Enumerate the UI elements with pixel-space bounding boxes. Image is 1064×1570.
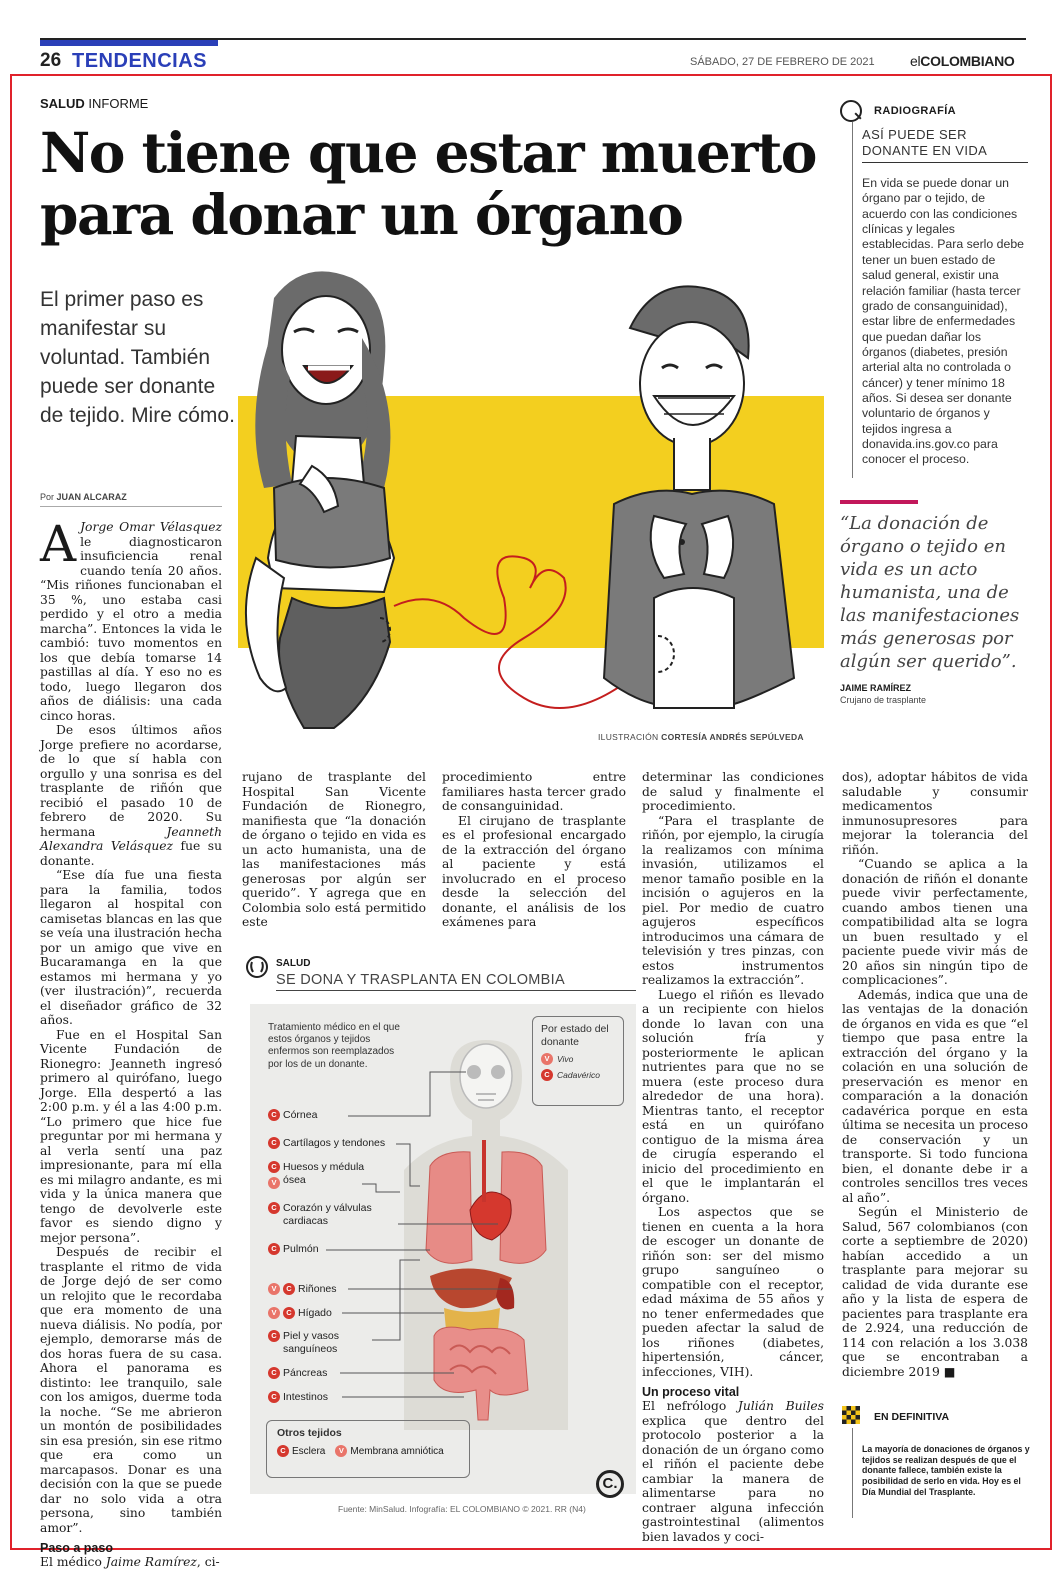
endef-label: EN DEFINITIVA	[874, 1411, 950, 1423]
section-name[interactable]: TENDENCIAS	[72, 50, 208, 72]
body-column-5	[842, 770, 1028, 1379]
legend-cadaverico: C Cadavérico	[541, 1069, 615, 1081]
page-number: 26	[40, 50, 62, 71]
tissue-membrana: V Membrana amniótica	[335, 1445, 443, 1457]
organ-piel: C Piel y vasos sanguíneos	[268, 1330, 368, 1355]
sidebar-rule	[852, 122, 853, 478]
cadaverico-dot-icon: C	[541, 1069, 553, 1081]
body-column-2	[242, 770, 426, 930]
paragraph: De esos últimos años Jorge prefiere no acordarse, de lo que sí habla con orgullo y una sonrisa es del trasplante de riñón que recibió el pasado 10 de febrero de 2020. Su hermana Jeanneth Alexandra Velásquez fue su donante.	[40, 723, 222, 868]
infographic-title: SE DONA Y TRASPLANTA EN COLOMBIA	[276, 972, 636, 991]
deck: El primer paso es manifestar su voluntad. También puede ser donante de tejido. Mire cómo.	[40, 288, 235, 427]
organ-pulmon: C Pulmón	[268, 1243, 319, 1256]
checkered-icon	[842, 1406, 860, 1424]
vivo-dot-icon: V	[541, 1053, 553, 1065]
cadaverico-dot-icon: C	[268, 1243, 280, 1255]
paragraph: Según el Ministerio de Salud, 567 colombianos (con corte a septiembre de 2020) habían accedido a un trasplante para mejorar su calidad de vida durante ese año y la lista de espera de pacientes para trasplante era de 2.924, una reducción de 114 con relación a los 3.038 que se encontraban a diciembre 2019 ■	[842, 1205, 1028, 1379]
paragraph: “Cuando se aplica a la donación de riñón el donante puede vivir perfectamente, cuando ambos tienen una compatibilidad alta se logra un buen resultado y el paciente puede vivir más de 20 años sin ningún tipo de complicaciones”.	[842, 857, 1028, 987]
cadaverico-dot-icon: C	[268, 1367, 280, 1379]
legend-vivo: V Vivo	[541, 1053, 615, 1065]
paragraph: Fue en el Hospital San Vicente Fundación de Rionegro: Jeanneth ingresó primero al quirófano, luego Jorge. Ella despertó a las 2:00 p.m. y él a las 4:00 p.m. “Lo primero que hice fue preguntar por mi hermana y al verla sentí una paz impresionante, para mí ella es mi milagro andante, es mi vida y la única manera que tengo de devolverle este favor es siendo digno y mejor persona”.	[40, 1027, 222, 1245]
infographic-intro: Tratamiento médico en el que estos órganos y tejidos enfermos son reemplazados por los de un donante.	[268, 1022, 400, 1070]
cadaverico-dot-icon: C	[268, 1137, 280, 1149]
paragraph: Además, indica que una de las ventajas de la donación de órganos en vida es que “el tiempo que pasa entre la extracción del órgano y la colación en una solución de preservación es menor en comparación a la donación cadavérica porque en esta última se necesita un proceso de conservación y un transporte. Si todo funciona bien, el donante debe ir a controles sencillos tres veces al año”.	[842, 987, 1028, 1205]
paragraph: El cirujano de trasplante es el profesional encargado de la extracción del órgano al paciente y está involucrado en el proceso desde la selección del donante, el análisis de los exámenes para	[442, 813, 626, 929]
vivo-dot-icon: V	[335, 1445, 347, 1457]
sidebar-body: En vida se puede donar un órgano par o tejido, de acuerdo con las condiciones clínicas y legales establecidas. Para serlo debe tener un buen estado de salud general, existir una relación familiar (hasta tercer grado de consanguinidad), estar libre de enfermedades que puedan dañar los órganos (diabetes, presión arterial alta no controlada o cáncer) y tener mínimo 18 años. Si desea ser donante voluntario de órganos y tejidos ingresa a donavida.ins.gov.co para conocer el proceso.	[862, 176, 1025, 467]
cadaverico-dot-icon: C	[268, 1161, 280, 1173]
cadaverico-dot-icon: C	[268, 1391, 280, 1403]
colombiano-badge-icon: C.	[596, 1470, 624, 1498]
paragraph: “Ese día fue una fiesta para la familia, todos llegaron al hospital con camisetas blancas en las que se veía una ilustración hecha por un amigo que vive en Bucaramanga en la que estamos mi hermana y yo (ver ilustración)”, recuerda el diseñador gráfico de 32 años.	[40, 868, 222, 1027]
paragraph: determinar las condiciones de salud y finalmente el procedimiento.	[642, 770, 824, 813]
vivo-dot-icon: V	[268, 1283, 280, 1295]
legend-title: Por estado del donante	[541, 1023, 609, 1049]
illustration-credit: ILUSTRACIÓN CORTESÍA ANDRÉS SEPÚLVEDA	[598, 732, 804, 742]
vivo-dot-icon: V	[268, 1307, 280, 1319]
endef-body: La mayoría de donaciones de órganos y tejidos se realizan después de que el donante fallece, también existe la posibilidad de serlo en vida. Hoy es el Día Mundial del Trasplante.	[862, 1444, 1030, 1497]
tissue-esclera: C Esclera	[277, 1445, 325, 1457]
section-accent-bar	[40, 40, 218, 46]
byline: Por JUAN ALCARAZ	[40, 492, 127, 502]
cadaverico-dot-icon: C	[283, 1307, 295, 1319]
infographic-label: SALUD	[276, 958, 311, 969]
pullquote: “La donación de órgano o tejido en vida es un acto humanista, una de las manifestaciones más generosas por algún ser querido”.	[840, 513, 1020, 673]
subhead-proceso-vital: Un proceso vital	[642, 1385, 740, 1399]
organ-cartilagos: C Cartílagos y tendones	[268, 1137, 385, 1150]
headline: No tiene que estar muerto para donar un órgano	[40, 120, 816, 248]
organ-higado: V C Hígado	[268, 1307, 332, 1320]
cadaverico-dot-icon: C	[268, 1202, 280, 1214]
organ-huesos: C V Huesos y médula ósea	[268, 1161, 378, 1189]
cadaverico-dot-icon: C	[268, 1330, 280, 1342]
body-column-4	[642, 770, 824, 1544]
organ-pancreas: C Páncreas	[268, 1367, 327, 1380]
paragraph: Luego el riñón es llevado a un recipiente con hielos donde lo lavan con una solución fría y posteriormente le aplican nutrientes para que no se muera (este proceso dura alrededor de una hora). Mientras tanto, el receptor está en un quirófano contiguo de la misma área de cirugía esperando el inicio del procedimiento en el que le implantarán el órgano.	[642, 987, 824, 1205]
magnifier-icon	[840, 100, 862, 122]
infographic-legend	[532, 1016, 624, 1106]
dateline: SÁBADO, 27 DE FEBRERO DE 2021	[690, 56, 875, 68]
paragraph: El médico Jaime Ramírez, ci-	[40, 1555, 220, 1569]
paragraph: dos), adoptar hábitos de vida saludable y consumir medicamentos inmunosupresores para mejorar la tolerancia del riñón.	[842, 770, 1028, 857]
newspaper-logo[interactable]: elCOLOMBIANO	[910, 53, 1015, 69]
other-tissues-box	[266, 1420, 470, 1478]
cadaverico-dot-icon: C	[277, 1445, 289, 1457]
illustration	[234, 258, 826, 744]
organ-corazon: C Corazón y válvulas cardiacas	[268, 1202, 388, 1227]
sidebar-kicker: RADIOGRAFÍA	[874, 105, 957, 117]
organ-intestinos: C Intestinos	[268, 1391, 328, 1404]
vivo-dot-icon: V	[268, 1177, 280, 1189]
body-column-1	[40, 515, 222, 1570]
body-column-3	[442, 770, 626, 930]
cadaverico-dot-icon: C	[283, 1283, 295, 1295]
article-kicker: SALUD INFORME	[40, 96, 149, 111]
pullquote-accent	[840, 500, 918, 504]
other-tissues-list	[277, 1445, 459, 1457]
byline-divider	[40, 506, 222, 507]
other-tissues-title: Otros tejidos	[277, 1427, 342, 1439]
organ-rinones: V C Riñones	[268, 1283, 337, 1296]
kidney-icon	[246, 956, 268, 978]
cadaverico-dot-icon: C	[268, 1109, 280, 1121]
paragraph: procedimiento entre familiares hasta tercer grado de consanguinidad.	[442, 770, 626, 813]
paragraph: El nefrólogo Julián Builes explica que dentro del protocolo posterior a la donación de un órgano como el riñón el paciente debe cambiar la manera de alimentarse para no contraer alguna infección gastrointestinal (alimentos bien lavados y coci-	[642, 1399, 824, 1544]
lead-paragraph: A Jorge Omar Vélasquez le diagnosticaron insuficiencia renal cuando tenía 20 años. “Mis riñones funcionaban el 35 %, uno estaba casi perdido y el otro a media marcha”. Entonces la vida le cambió: tuvo momentos en los que debía tomarse 14 pastillas al día. Y eso no es todo, luego llegaron dos años de diálisis: una cada cinco horas.	[40, 515, 222, 723]
paragraph: Después de recibir el trasplante el ritmo de vida de Jorge dejó de ser como un relojito que le recordaba que era momento de una nueva diálisis. No podía, por ejemplo, demorarse más de dos horas fuera de su casa. Ahora el panorama es distinto: lee tranquilo, sale con los amigos, duerme toda la noche. “Se me abrieron un montón de posibilidades sin esa presión, sin ese ritmo que era como un marcapasos. Donar es una decisión con la que se puede dar no solo vida a otra persona, sino también amor”.	[40, 1245, 222, 1535]
sidebar-title: ASÍ PUEDE SER DONANTE EN VIDA	[862, 127, 1028, 163]
paragraph: “Para el trasplante de riñón, por ejemplo, la cirugía la realizamos con mínima invasión, utilizamos el menor tamaño posible en la incisión o agujeros en la piel. Por medio de cuatro agujeros específicos introducimos una cámara de televisión y tres pinzas, con estos instrumentos realizamos la extracción”.	[642, 813, 824, 987]
infographic-source: Fuente: MinSalud. Infografía: EL COLOMBIANO © 2021. RR (N4)	[338, 1504, 586, 1514]
drop-cap: A	[40, 515, 77, 573]
organ-cornea: C Córnea	[268, 1109, 317, 1122]
endef-rule	[852, 1428, 853, 1518]
pullquote-role: Crujano de trasplante	[840, 695, 927, 705]
subhead-paso-a-paso: Paso a paso	[40, 1541, 113, 1555]
paragraph: Los aspectos que se tienen en cuenta a la hora de escoger un donante de riñón son: ser del mismo grupo sanguíneo o compatible con el receptor, edad máxima de 55 años y no tener enfermedades que pueden afectar la salud de los riñones (diabetes, hipertensión, cáncer, infecciones, VIH).	[642, 1205, 824, 1379]
pullquote-name: JAIME RAMÍREZ	[840, 683, 912, 693]
paragraph: rujano de trasplante del Hospital San Vicente Fundación de Rionegro, manifiesta que “la donación de órgano o tejido en vida es un acto humanista, una de las manifestaciones más generosas por algún ser querido”. Y agrega que en Colombia solo está permitido este	[242, 770, 426, 929]
